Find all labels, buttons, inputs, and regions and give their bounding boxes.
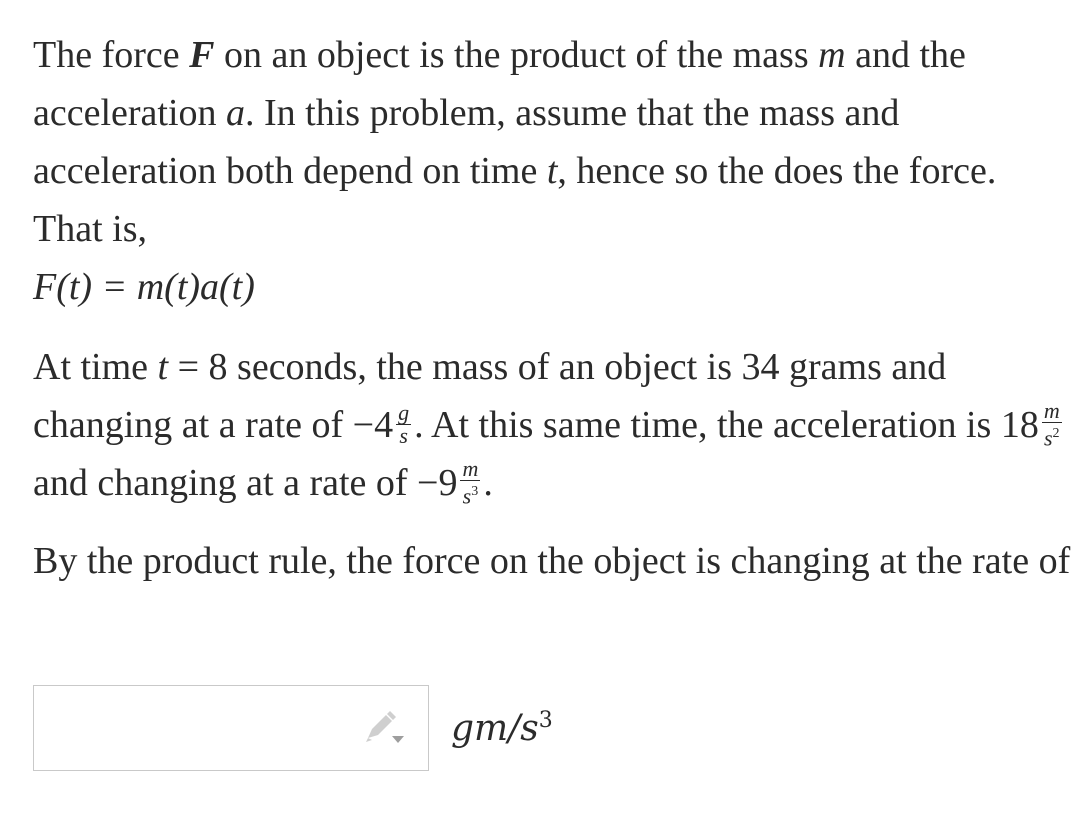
unit-fraction-g-per-s: $\frac{g}{s}$ — [398, 399, 410, 448]
answer-unit: $gm/s^3$ — [451, 707, 553, 749]
intro-paragraph: The force F on an object is the product of the mass m and the acceleration a. In this problem, assume that the mass and acceleration both depend on time t, hence so the does the force. That is, — [33, 34, 997, 250]
var-mass: m — [818, 34, 846, 76]
var-force: F — [189, 34, 215, 76]
unit-fraction-m-per-s3: $\frac{m}{s^3}$ — [462, 455, 479, 508]
product-formula: F(t) = m(t)a(t) — [33, 266, 255, 308]
answer-box[interactable] — [33, 685, 429, 771]
question-paragraph: By the product rule, the force on the object is changing at the rate of — [33, 540, 1071, 582]
given-values-paragraph: At time t = 8 seconds, the mass of an object is 34 grams and changing at a rate of −4 $\frac{g}{s}$ . At this same time, the acceleration is 18 $\frac{m}{s^2}$ and changing at a rate of −9 $\frac{m}{s^3}$ . — [33, 346, 1060, 508]
pencil-icon[interactable] — [362, 710, 408, 746]
answer-input[interactable] — [34, 686, 354, 770]
var-acceleration: a — [226, 92, 246, 134]
answer-row — [33, 684, 553, 772]
var-time: t — [546, 150, 558, 192]
unit-fraction-m-per-s2: $\frac{m}{s^2}$ — [1043, 397, 1060, 450]
problem-content — [33, 26, 1073, 590]
